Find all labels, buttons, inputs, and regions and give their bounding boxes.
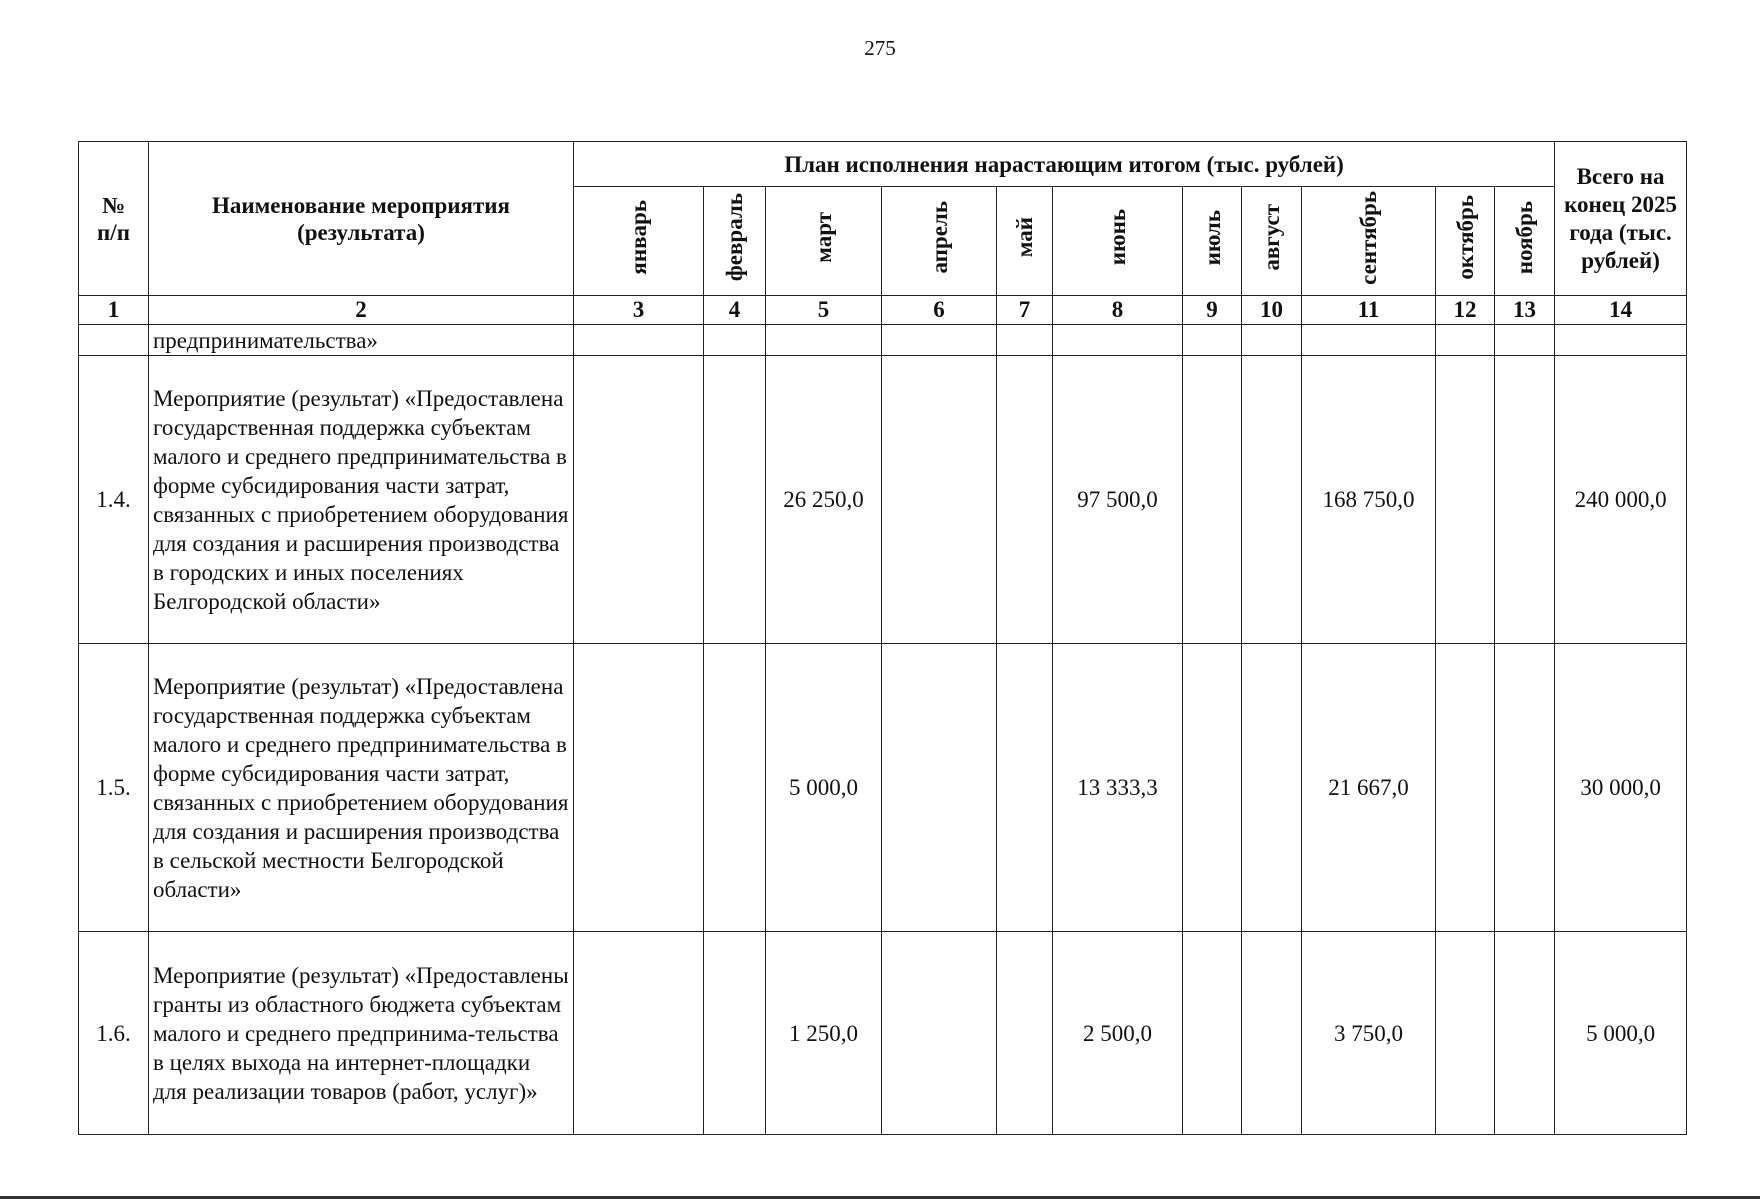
value-mar: 5 000,0: [766, 644, 882, 932]
column-number: 2: [149, 296, 574, 325]
value-nov: [1495, 644, 1555, 932]
value-sep: 3 750,0: [1302, 932, 1436, 1135]
value-jun: [1053, 325, 1183, 356]
row-name: Мероприятие (результат) «Предоставлена государственная поддержка субъектам малого и среднего предпринимательства в форме субсидирования части затрат, связанных с приобретением оборудования для создания и расширения производства в городских и иных поселениях Белгородской области»: [149, 356, 574, 644]
value-total: 30 000,0: [1555, 644, 1687, 932]
value-sep: [1302, 325, 1436, 356]
row-index: 1.5.: [79, 644, 149, 932]
column-number: 3: [574, 296, 704, 325]
row-index: 1.6.: [79, 932, 149, 1135]
header-total: Всего на конец 2025 года (тыс. рублей): [1555, 142, 1687, 296]
column-number: 13: [1495, 296, 1555, 325]
header-num: № п/п: [79, 142, 149, 296]
column-number: 7: [997, 296, 1053, 325]
column-number: 9: [1183, 296, 1242, 325]
table-row: [79, 356, 1687, 644]
plan-table: [78, 141, 1687, 1135]
column-number: 14: [1555, 296, 1687, 325]
column-number: 10: [1242, 296, 1302, 325]
value-mar: 26 250,0: [766, 356, 882, 644]
value-may: [997, 644, 1053, 932]
value-jan: [574, 644, 704, 932]
value-mar: 1 250,0: [766, 932, 882, 1135]
table-row: [79, 644, 1687, 932]
value-jan: [574, 356, 704, 644]
value-apr: [882, 356, 997, 644]
table-row: [79, 932, 1687, 1135]
value-total: [1555, 325, 1687, 356]
column-number: 4: [704, 296, 766, 325]
value-aug: [1242, 356, 1302, 644]
page-number: 275: [864, 36, 896, 60]
value-jan: [574, 325, 704, 356]
row-name: Мероприятие (результат) «Предоставлена государственная поддержка субъектам малого и среднего предпринимательства в форме субсидирования части затрат, связанных с приобретением оборудования для создания и расширения производства в сельской местности Белгородской области»: [149, 644, 574, 932]
value-jul: [1183, 356, 1242, 644]
value-feb: [704, 644, 766, 932]
header-month-sep: сентябрь: [1302, 187, 1436, 296]
column-number: 12: [1436, 296, 1495, 325]
value-nov: [1495, 932, 1555, 1135]
column-number: 11: [1302, 296, 1436, 325]
value-total: 5 000,0: [1555, 932, 1687, 1135]
value-feb: [704, 325, 766, 356]
header-month-aug: август: [1242, 187, 1302, 296]
header-month-nov: ноябрь: [1495, 187, 1555, 296]
header-month-may: май: [997, 187, 1053, 296]
table-row: [79, 325, 1687, 356]
header-month-jun: июнь: [1053, 187, 1183, 296]
value-oct: [1436, 644, 1495, 932]
header-plan: План исполнения нарастающим итогом (тыс. рублей): [574, 142, 1555, 187]
value-total: 240 000,0: [1555, 356, 1687, 644]
header-name: Наименование мероприятия (результата): [149, 142, 574, 296]
value-jun: 13 333,3: [1053, 644, 1183, 932]
header-month-feb: февраль: [704, 187, 766, 296]
value-feb: [704, 356, 766, 644]
column-number: 8: [1053, 296, 1183, 325]
value-jul: [1183, 325, 1242, 356]
header-month-jul: июль: [1183, 187, 1242, 296]
column-number: 6: [882, 296, 997, 325]
value-jun: 2 500,0: [1053, 932, 1183, 1135]
value-aug: [1242, 325, 1302, 356]
value-may: [997, 356, 1053, 644]
value-apr: [882, 932, 997, 1135]
header-month-oct: октябрь: [1436, 187, 1495, 296]
header-month-apr: апрель: [882, 187, 997, 296]
value-oct: [1436, 356, 1495, 644]
header-month-mar: март: [766, 187, 882, 296]
header-month-jan: январь: [574, 187, 704, 296]
value-may: [997, 325, 1053, 356]
column-number-row: [79, 296, 1687, 325]
value-sep: 21 667,0: [1302, 644, 1436, 932]
value-apr: [882, 644, 997, 932]
value-aug: [1242, 644, 1302, 932]
value-jun: 97 500,0: [1053, 356, 1183, 644]
value-may: [997, 932, 1053, 1135]
row-name: Мероприятие (результат) «Предоставлены гранты из областного бюджета субъектам малого и среднего предпринима-тельства в целях выхода на интернет-площадки для реализации товаров (работ, услуг)»: [149, 932, 574, 1135]
row-index: 1.4.: [79, 356, 149, 644]
value-feb: [704, 932, 766, 1135]
value-aug: [1242, 932, 1302, 1135]
value-mar: [766, 325, 882, 356]
footer-divider: [0, 1196, 1760, 1199]
value-jul: [1183, 644, 1242, 932]
value-oct: [1436, 932, 1495, 1135]
value-nov: [1495, 325, 1555, 356]
row-index: [79, 325, 149, 356]
value-jan: [574, 932, 704, 1135]
column-number: 1: [79, 296, 149, 325]
value-oct: [1436, 325, 1495, 356]
value-nov: [1495, 356, 1555, 644]
value-apr: [882, 325, 997, 356]
column-number: 5: [766, 296, 882, 325]
row-name: предпринимательства»: [149, 325, 574, 356]
value-jul: [1183, 932, 1242, 1135]
value-sep: 168 750,0: [1302, 356, 1436, 644]
